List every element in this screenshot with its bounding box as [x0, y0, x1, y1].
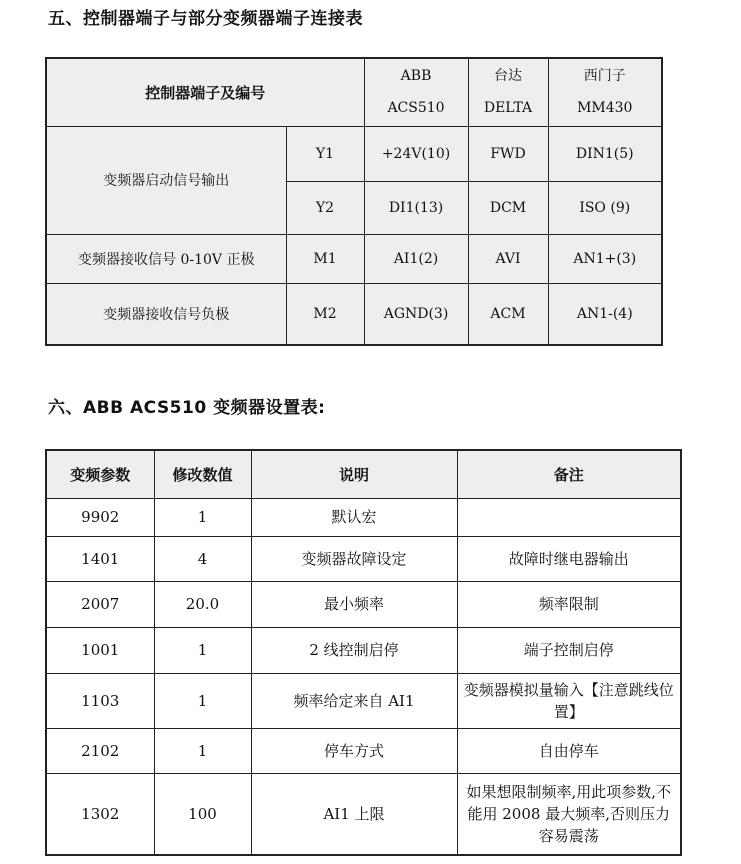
table-header-row: [46, 58, 662, 126]
table-row: [46, 673, 681, 728]
brand-name: 台达: [494, 68, 523, 85]
table-row: [46, 536, 681, 581]
description-cell: AI1 上限: [251, 773, 457, 855]
param-cell: 2007: [46, 581, 154, 627]
description-cell: 默认宏: [251, 498, 457, 536]
value-cell: 4: [154, 536, 251, 581]
brand-model: DELTA: [483, 100, 533, 117]
abb-cell: DI1(13): [364, 181, 468, 234]
description-cell: 2 线控制启停: [251, 627, 457, 673]
description-cell: 频率给定来自 AI1: [251, 673, 457, 728]
header-value: 修改数值: [154, 450, 251, 498]
terminal-connection-table: [45, 57, 663, 346]
value-cell: 1: [154, 498, 251, 536]
param-cell: 9902: [46, 498, 154, 536]
terminal-cell: Y1: [286, 126, 364, 181]
param-cell: 1103: [46, 673, 154, 728]
abb-cell: AGND(3): [364, 283, 468, 345]
description-cell: 最小频率: [251, 581, 457, 627]
header-description: 说明: [251, 450, 457, 498]
brand-model: ACS510: [387, 100, 445, 117]
siemens-cell: DIN1(5): [548, 126, 662, 181]
value-cell: 1: [154, 673, 251, 728]
note-cell: [457, 498, 681, 536]
abb-settings-table: [45, 449, 682, 856]
siemens-cell: AN1-(4): [548, 283, 662, 345]
function-cell: 变频器接收信号 0-10V 正极: [46, 234, 286, 283]
terminal-cell: M1: [286, 234, 364, 283]
table-row: [46, 581, 681, 627]
brand-model: MM430: [577, 100, 633, 117]
brand-name: ABB: [400, 68, 432, 85]
function-cell: 变频器启动信号输出: [46, 126, 286, 234]
table-row: [46, 126, 662, 181]
description-cell: 变频器故障设定: [251, 536, 457, 581]
abb-cell: AI1(2): [364, 234, 468, 283]
section-title-abb-settings: 六、ABB ACS510 变频器设置表:: [48, 398, 326, 418]
note-cell: 自由停车: [457, 728, 681, 773]
value-cell: 1: [154, 728, 251, 773]
header-note: 备注: [457, 450, 681, 498]
value-cell: 100: [154, 773, 251, 855]
description-cell: 停车方式: [251, 728, 457, 773]
param-cell: 1001: [46, 627, 154, 673]
table-row: [46, 627, 681, 673]
function-cell: 变频器接收信号负极: [46, 283, 286, 345]
param-cell: 1302: [46, 773, 154, 855]
terminal-cell: M2: [286, 283, 364, 345]
table-row: [46, 498, 681, 536]
abb-cell: +24V(10): [364, 126, 468, 181]
siemens-cell: ISO (9): [548, 181, 662, 234]
header-brand-delta: [468, 58, 548, 126]
note-cell: 变频器模拟量输入【注意跳线位置】: [457, 673, 681, 728]
table-row: [46, 728, 681, 773]
delta-cell: AVI: [468, 234, 548, 283]
header-controller-terminal: 控制器端子及编号: [46, 58, 364, 126]
terminal-cell: Y2: [286, 181, 364, 234]
header-brand-abb: [364, 58, 468, 126]
delta-cell: FWD: [468, 126, 548, 181]
param-cell: 1401: [46, 536, 154, 581]
note-cell: 端子控制启停: [457, 627, 681, 673]
note-cell: 频率限制: [457, 581, 681, 627]
note-cell: 故障时继电器输出: [457, 536, 681, 581]
table-row: [46, 283, 662, 345]
delta-cell: DCM: [468, 181, 548, 234]
brand-name: 西门子: [583, 68, 626, 85]
param-cell: 2102: [46, 728, 154, 773]
delta-cell: ACM: [468, 283, 548, 345]
value-cell: 20.0: [154, 581, 251, 627]
siemens-cell: AN1+(3): [548, 234, 662, 283]
note-cell: 如果想限制频率,用此项参数,不能用 2008 最大频率,否则压力容易震荡: [457, 773, 681, 855]
header-param: 变频参数: [46, 450, 154, 498]
table-header-row: [46, 450, 681, 498]
header-brand-siemens: [548, 58, 662, 126]
table-row: [46, 773, 681, 855]
table-row: [46, 234, 662, 283]
value-cell: 1: [154, 627, 251, 673]
section-title-terminal-connection: 五、控制器端子与部分变频器端子连接表: [48, 9, 363, 29]
